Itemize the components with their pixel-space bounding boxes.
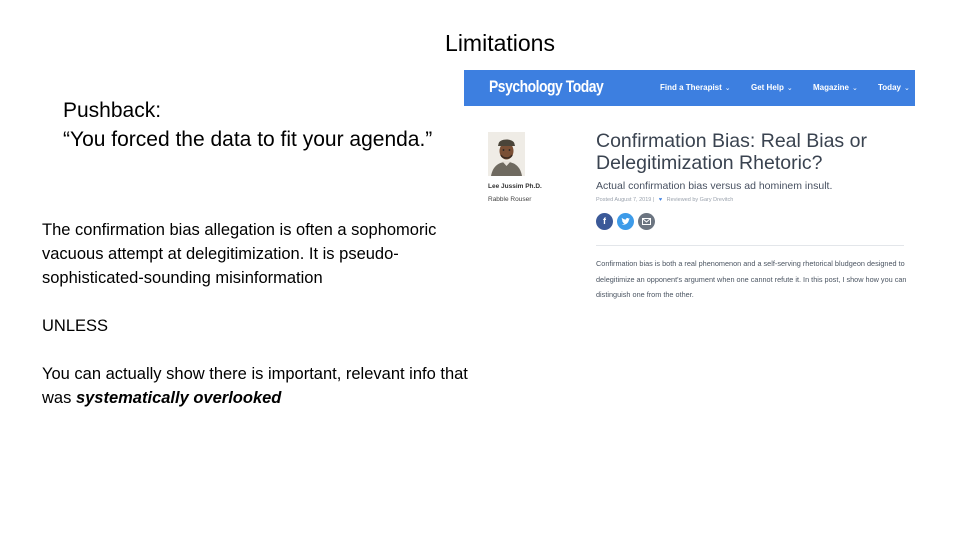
condition-text: You can actually show there is important, relevant info that was — [42, 365, 468, 407]
divider — [596, 245, 904, 246]
body-text — [42, 218, 487, 410]
meta-separator: | — [652, 197, 656, 203]
nav-find-therapist[interactable] — [660, 83, 731, 92]
chevron-down-icon: ⌄ — [903, 85, 910, 92]
article-excerpt: Confirmation bias is both a real phenomenon and a self-serving rhetorical bludgeon designed to delegitimize an opponent's argument when one cannot refute it. In this post, I show how you can distinguish one from the other. — [596, 259, 907, 299]
chevron-down-icon: ⌄ — [852, 85, 858, 92]
posted-date: Posted August 7, 2019 — [596, 197, 652, 203]
site-logo[interactable]: Psychology Today — [489, 77, 604, 96]
chevron-down-icon: ⌄ — [786, 85, 793, 92]
twitter-icon[interactable] — [617, 213, 634, 230]
reviewed-by[interactable]: Reviewed by Gary Drevitch — [666, 197, 734, 203]
article-screenshot — [464, 70, 915, 310]
paragraph-allegation: The confirmation bias allegation is often a sophomoric vacuous attempt at delegitimization. It is pseudo-sophisticated-sounding misinformation — [42, 221, 437, 287]
author-avatar[interactable] — [488, 132, 525, 176]
author-role: Rabble Rouser — [488, 196, 532, 203]
nav-label: Today — [878, 83, 901, 92]
nav-today[interactable] — [878, 83, 910, 92]
author-name[interactable]: Lee Jussim Ph.D. — [488, 183, 542, 190]
paragraph-condition — [42, 362, 487, 410]
shield-icon: ♥ — [658, 197, 663, 203]
paragraph-unless: UNLESS — [42, 317, 109, 335]
nav-magazine[interactable] — [813, 83, 858, 92]
nav-label: Get Help — [751, 83, 784, 92]
pushback-quote: “You forced the data to fit your agenda.” — [63, 128, 433, 151]
slide-title: Limitations — [445, 30, 555, 56]
chevron-down-icon: ⌄ — [724, 85, 731, 92]
nav-label: Magazine — [813, 83, 850, 92]
email-icon[interactable] — [638, 213, 655, 230]
nav-get-help[interactable] — [751, 83, 793, 92]
condition-emphasis: systematically overlooked — [75, 389, 282, 407]
nav-label: Find a Therapist — [660, 83, 722, 92]
article-title: Confirmation Bias: Real Bias or Delegitimization Rhetoric? — [596, 130, 867, 174]
article-subtitle: Actual confirmation bias versus ad hominem insult. — [596, 180, 833, 192]
article-meta — [596, 197, 733, 203]
site-header — [464, 70, 915, 106]
pushback-heading: Pushback: — [63, 99, 162, 122]
pushback-block — [63, 96, 432, 154]
facebook-icon[interactable]: f — [596, 213, 613, 230]
